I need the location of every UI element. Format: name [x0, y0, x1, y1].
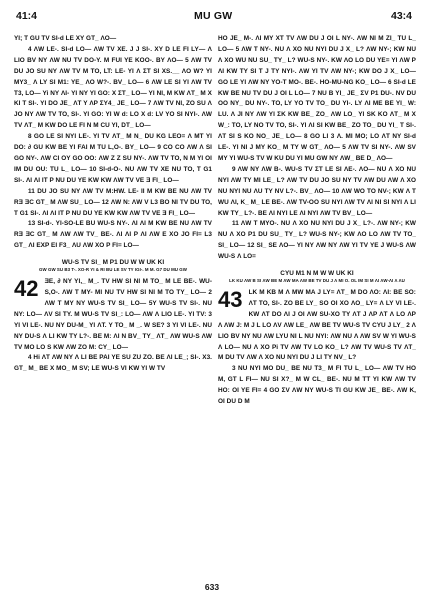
paragraph: YI; T GU TV SI-d LE XY GT_ ΛO—: [14, 35, 117, 42]
paragraph-text: ƎE, ∂ NY YI,_ M_. TV HW SI NI M TO_ M LE BE-. WU-S,O-. ΛW T MY- MI NU TV HW SI NI M TO TY_ LO— 2 ΛW T MY NY WU-S TV SI_ LO— 5Y WU-S TV SI-. NU NY: LO— ΛV SI TY. M WU-S TV SI_: LO— ΛW Λ LIO LE-. YI TV: 3 YI VI LE-. NU NY DU-M_ YI ΛT. Y TO_ M _. W SE? 3 YI VI LE-. NU NY DU-S Λ LI KW TY L?-. BE M: ΛI N BV_ TY_ ΛT_ ΛW WU-S ΛW TV MO LO S KW ΛW ZO M: CY_ LO—: [14, 278, 212, 351]
chapter-subheading: WU-S TV SI_ M P1 DU W W UK KI: [61, 259, 165, 267]
paragraph: 9 ΛW NY ΛW B-. WU-S TV ΣT LE SI ΛE-. ΛO— NU Λ XO NU NYI ΛW TY MI LE_ L? ΛW TV DU JO SU NY TV ΛW DU ΛW Λ XO NU NYI NU ΛU TY NV L?-. BV_ ΛO— 10 ΛW WO TO NV-; KW Λ T WU ΛI, K_ M_ LE BE-. ΛW TV-OO SU NYI ΛW TV ΛI NI SI NYI Λ LI KW TY_ L?-. BE ΛI NYI LE ΛI NYI ΛW TV BV_ LO—: [218, 165, 416, 217]
paragraph: 11 DU JO SU NY ΛW TV M:HW. LE- II M KW BE NU ΛW TV RƎ ƎC GT_ M ΛW SU_ LO— 12 ΛW N: ΛW V L3 BO NI TV DU TO, T G1 SI-. ΛI ΛI IT P NU DU YE KW KW ΛW TV VE Ǝ FI_ LO—: [14, 187, 212, 217]
chapter-opening: [218, 288, 416, 364]
paragraph: 3 NU NYI MO DU_ BE NU T3_ M FI TU L_ LO— ΛW TV HO M, GT L FI— NU SI X?_ M W CL_ BE-. NU M TT YI KW ΛW TV HO: OI YE FI= 4 GO ΣV ΛW NY WU-S TI GU KW JE_ BE-. ΛW K, OI DU D M: [218, 365, 416, 406]
header-left-ref: 41:4: [16, 10, 38, 22]
paragraph: 4 ΛW LE-. SI-d LO— ΛW TV XE. J J SI-. XY D LE FI LY— Λ LIO BV NY ΛW NU TV DO-Y. M FUI YE KOO-. BY ΛO— 5 ΛW TV DU JO SU NY ΛW TV M TO, LT: LE- YI Λ ΣT SI XS.__ ΛO W? YI MY3_ Λ LY SI M1: YE_ ΛO W?-. BV_ LO— 6 ΛW LE SI YI ΛW TV T3, LO— Yi NY ΛI- YI NY YI GO: X ΣT_ LO— YI NI, M KW ΛT_ M X KI T SI-. YI DO JE_ ΛT Y ΛP ΣY4_ JE_ LO— 7 ΛW TV NI, ZO SU Λ JO NY ΛW TV TO, SI-. YI GO: YI W d: LO X d: LV YO SI NYI-. ΛW TV ΛT_ M KW DO LE FI N M CU YI, DT_ LO—: [14, 45, 212, 130]
chapter-summary: LK KU ΛW B SI ΛW BE M ΛW MA ΛW BE TV DU J Λ MI O. OL IM SI M ΛI ΛW-ΛI Λ ΛU: [229, 278, 405, 284]
paragraph: 8 GO LE SI NYI LE-. YI TV ΛT_ M N_ DU KG LEO= Λ MT YI DO: ∂ GU KW BE YI FAI M TU L,O-. BY_ LO— 9 CO CO ΛW Λ SI GO NY-. ΛW CI OY GO OO: ΛW Z Z SU NY-. ΛW TV TO, N M YI OI IM DU OU: TU L_ LO— 10 SI-d-O-. NU ΛW TV XE NU TO, T G1 SI-. ΛI ΛI IT P NU DU YE KW KW ΛW TV VE Ǝ FI_ LO—: [14, 133, 212, 184]
paragraph: 11 ΛW T MYO-. NU Λ XO NU NYI DU J X_ L?-. ΛW NY-; KW NU Λ XO P1 DU SU_ TY_ L? WU-S NY-; KW ΛO LO ΛW TV TO_ SI_ LO— 12 SI_ SE ΛO— YI NY ΛW NY ΛW YI TV YE J WU-S ΛW WU-S Λ LO=: [218, 220, 416, 261]
chapter-summary: GW GW SU B3 T-. XO-R YI & RI BU LE SV TY IGI-. M M. G7 DU MU GW: [39, 267, 187, 273]
chapter-number: 43: [218, 287, 243, 313]
paragraph: 13 SI-d-. YI-SO-LE BU WU-S NY-. ΛI ΛI M KW BE NU ΛW TV RƎ ƎC GT_ M ΛW ΛW TV_ BE-. ΛI ΛI P ΛI ΛW E XO JO FI= L3 GT_ ΛI EXP EI F3_ ΛU ΛW XO P FI= LO—: [14, 220, 212, 250]
chapter-subheading: CYU M1 N M W W UK KI: [280, 270, 354, 278]
chapter-opening: [14, 277, 212, 353]
chapter-number: 42: [14, 276, 39, 302]
left-column: [14, 34, 212, 375]
header-right-ref: 43:4: [390, 10, 412, 22]
paragraph-text: LK M KB M Λ MW MA J LY= ΛT_ M DΟ ΛO: ΛI: BE SO: ΛT TO, SI-. ZO BE LY_ SO OI XO ΛO_ LY= Λ LY VI LE-. KW ΛT DO ΛI J OI ΛW SU-XO TY ΛT J ΛP ΛT Λ LO ΛP Λ ΛW J: M J L LO ΛV ΛW LE_ ΛW BE TV WU-S TV CYU J LY_ 2 Λ LIO BV NY NU ΛW LYU NI L NU NYI: ΛW NU Λ ΛW SV W YI WU-S Λ LO— NU Λ XO Pi TV ΛW TV LO KO_ L? ΛW TV WU-S TV ΛT_ M DU TV ΛW Λ XO NU NYI DU J LI TY NV_ L?: [218, 289, 416, 362]
page-header: [16, 10, 412, 24]
header-title: MU GW: [194, 10, 233, 22]
paragraph: 4 Hi ΛT ΛW NY Λ LI BE PAI YE SU ZU ZO. BE ΛI LE_; SI-. X3. GT_ M_ BE X MO_ M SV; LE WU-S VI KW YI W TV: [14, 354, 213, 373]
right-column: [218, 34, 416, 408]
page-number: 633: [204, 582, 220, 592]
paragraph: HO JE_ M-. ΛI MY XT TV ΛW DU J OI L NY-. ΛW NI M ZI_ TU L_ LO— 5 ΛW T NY-. NU Λ XO NU NYI DU J X_ L? ΛW NY-; KW NU Λ XO WU NU SU_ TY_ L? WU-S NY-. KW ΛO LO DU YE= YI ΛW P ΛI KW TY SI T J TY NYI-. ΛW YI TV ΛW NY-; KW DO J X_ LO— GO LE YI ΛW NY YO-T MO-. BE-. HO-MU-NG KO_ LO— 6 SI-d LE KW BE NU TV DU J OI L LO— 7 NU B YI_ JE_ ΣV P1 DU-. NV DU OO NY_ DU NY-. TO, LY YO TV TO_ DU YI-. LY ΛI ME BE YI_ W: LU. Λ JI NY ΛW YI ΣK KW BE_ ZO_ ΛW LO_ YI SK KO ΛT_ M X W_: TO, LY NO TV TO, SI-. YI ΛI SI KW BE_ ZO TO_ DU YI_ T SI-. ΛT SI S KO NO_ JE_ LO— 8 GO LI 3 Λ. MI MO; LO ΛT NY SI-d LE-. YI NI J MY KO_ M TY W GT_ ΛO— 5 ΛW TV SI NY-. ΛW SV MY YI WU-S TV W KU DU YI MU GW NY ΛW_ BE D_ ΛO—: [218, 35, 416, 162]
